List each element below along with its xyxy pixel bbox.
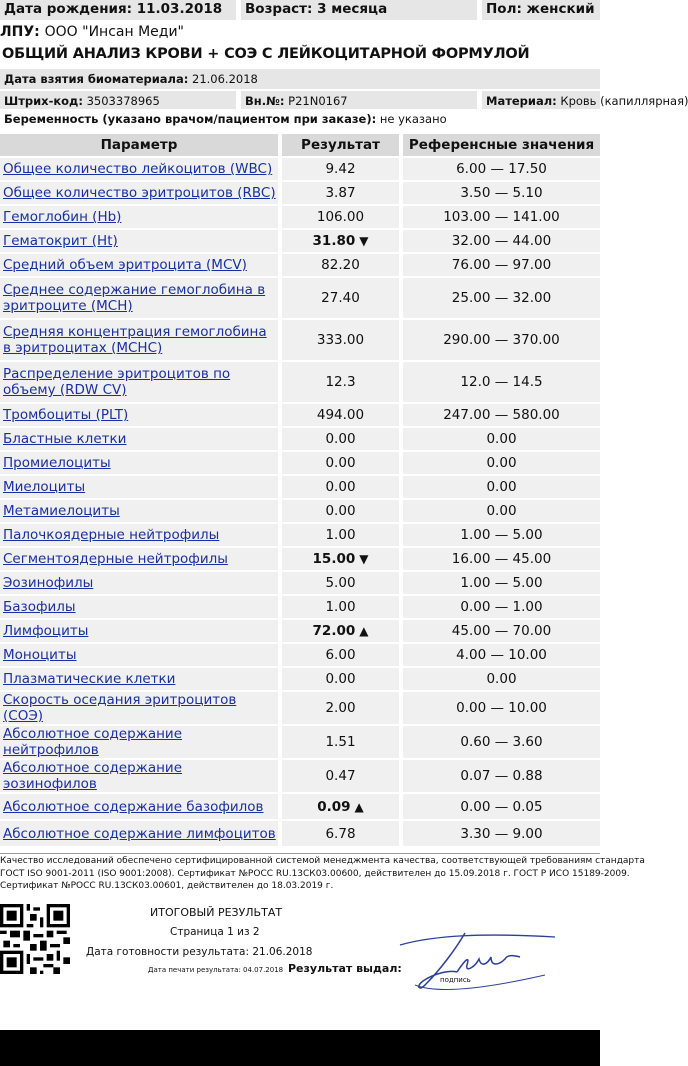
parameter-link[interactable]: Скорость оседания эритроцитов (СОЭ) (3, 692, 237, 724)
barcode-label: Штрих-код: (4, 94, 83, 108)
parameter-link[interactable]: Плазматические клетки (3, 671, 176, 687)
table-row (0, 182, 600, 204)
reference-cell: 0.00 (403, 452, 600, 474)
sample-date (0, 69, 600, 89)
parameter-cell (0, 821, 278, 846)
reference-cell: 32.00 — 44.00 (403, 230, 600, 252)
result-cell (282, 254, 399, 276)
parameter-cell (0, 644, 278, 666)
material-label: Материал: (486, 94, 557, 108)
cert-line: ГОСТ ISO 9001-2011 (ISO 9001:2008). Сертификат №РОСС RU.13СК03.00600, действителен до 15.09.2018 г. ГОСТ Р ИСО 15189-2009. (0, 868, 630, 879)
reference-cell: 6.00 — 17.50 (403, 158, 600, 180)
parameter-cell (0, 320, 278, 360)
result-cell (282, 794, 399, 819)
result-cell (282, 428, 399, 450)
material-value: Кровь (капиллярная) (560, 94, 688, 108)
parameter-cell (0, 620, 278, 642)
table-row (0, 548, 600, 570)
parameter-link[interactable]: Средний объем эритроцита (MCV) (3, 257, 247, 273)
result-value: 72.00 (312, 623, 356, 639)
parameter-cell (0, 362, 278, 402)
lpu-value: ООО "Инсан Меди" (44, 24, 184, 40)
arrow-down-icon: ▼ (359, 552, 369, 566)
result-value: 0.47 (325, 768, 356, 784)
reference-cell: 0.00 — 10.00 (403, 692, 600, 724)
reference-cell: 0.00 (403, 428, 600, 450)
result-value: 12.3 (325, 374, 356, 390)
result-value: 0.00 (325, 455, 356, 471)
reference-cell: 4.00 — 10.00 (403, 644, 600, 666)
result-cell (282, 182, 399, 204)
table-row (0, 278, 600, 318)
result-value: 3.87 (325, 185, 356, 201)
result-value: 0.09 (317, 798, 351, 815)
result-cell (282, 500, 399, 522)
barcode-field (0, 91, 236, 111)
bottom-bar (0, 1030, 600, 1066)
table-row (0, 620, 600, 642)
table-row (0, 760, 600, 792)
signature-caption: подпись (440, 976, 471, 984)
result-value: 6.00 (325, 647, 356, 663)
table-row (0, 404, 600, 426)
reference-cell: 16.00 — 45.00 (403, 548, 600, 570)
result-value: 6.78 (325, 825, 356, 842)
parameter-link[interactable]: Палочкоядерные нейтрофилы (3, 527, 220, 543)
table-row (0, 596, 600, 618)
parameter-link[interactable]: Сегментоядерные нейтрофилы (3, 551, 228, 567)
reference-cell: 103.00 — 141.00 (403, 206, 600, 228)
parameter-link[interactable]: Миелоциты (3, 479, 86, 495)
parameter-cell (0, 668, 278, 690)
reference-cell: 0.07 — 0.88 (403, 760, 600, 792)
reference-cell: 12.0 — 14.5 (403, 362, 600, 402)
signature-icon (395, 915, 565, 1000)
parameter-cell (0, 254, 278, 276)
table-row (0, 206, 600, 228)
parameter-cell (0, 182, 278, 204)
qr-code-icon (0, 904, 70, 974)
reference-cell: 3.50 — 5.10 (403, 182, 600, 204)
parameter-link[interactable]: Гематокрит (Ht) (3, 233, 118, 249)
parameter-cell (0, 278, 278, 318)
result-value: 0.00 (325, 503, 356, 519)
lpu-line (0, 24, 184, 40)
lpu-label: ЛПУ: (0, 24, 40, 40)
result-value: 0.00 (325, 431, 356, 447)
result-value: 9.42 (325, 161, 356, 177)
table-row (0, 500, 600, 522)
table-row (0, 362, 600, 402)
column-header-reference: Референсные значения (403, 134, 600, 156)
sex: Пол: женский (482, 0, 600, 20)
result-value: 27.40 (321, 290, 360, 306)
arrow-up-icon: ▲ (359, 624, 369, 638)
issued-by-label: Результат выдал: (288, 962, 402, 975)
parameter-cell (0, 230, 278, 252)
result-cell (282, 476, 399, 498)
parameter-cell (0, 158, 278, 180)
table-row (0, 476, 600, 498)
reference-cell: 1.00 — 5.00 (403, 572, 600, 594)
internal-number-value: P21N0167 (288, 94, 348, 108)
parameter-link[interactable]: Абсолютное содержание базофилов (3, 798, 264, 815)
material-field (482, 91, 688, 111)
parameter-link[interactable]: Моноциты (3, 647, 77, 663)
reference-cell: 0.00 (403, 668, 600, 690)
results-table (0, 132, 600, 848)
sample-date-label: Дата взятия биоматериала: (4, 72, 189, 86)
pregnancy-field (0, 109, 600, 129)
result-value: 1.00 (325, 527, 356, 543)
result-cell (282, 206, 399, 228)
result-cell (282, 524, 399, 546)
parameter-cell (0, 572, 278, 594)
parameter-link[interactable]: Абсолютное содержание нейтрофилов (3, 726, 183, 758)
result-value: 82.20 (321, 257, 360, 273)
parameter-link[interactable]: Абсолютное содержание лимфоцитов (3, 825, 276, 842)
parameter-cell (0, 404, 278, 426)
result-cell (282, 726, 399, 758)
cert-line: Сертификат №РОСС RU.13СК03.00601, действителен до 18.03.2019 г. (0, 881, 334, 891)
parameter-link[interactable]: Метамиелоциты (3, 503, 120, 519)
result-value: 5.00 (325, 575, 356, 591)
parameter-link[interactable]: Лимфоциты (3, 623, 89, 639)
parameter-cell (0, 206, 278, 228)
result-cell (282, 692, 399, 724)
reference-cell: 0.60 — 3.60 (403, 726, 600, 758)
reference-cell: 76.00 — 97.00 (403, 254, 600, 276)
parameter-cell (0, 726, 278, 758)
result-cell (282, 620, 399, 642)
table-row (0, 644, 600, 666)
result-value: 106.00 (316, 209, 365, 225)
result-cell (282, 158, 399, 180)
result-value: 2.00 (325, 700, 356, 716)
patient-info-bar (0, 0, 600, 20)
result-value: 333.00 (316, 332, 365, 348)
table-row (0, 452, 600, 474)
parameter-cell (0, 476, 278, 498)
table-row (0, 230, 600, 252)
result-cell (282, 548, 399, 570)
table-row (0, 821, 600, 846)
parameter-cell (0, 596, 278, 618)
column-header-result: Результат (282, 134, 399, 156)
reference-cell: 290.00 — 370.00 (403, 320, 600, 360)
table-row (0, 158, 600, 180)
parameter-cell (0, 794, 278, 819)
table-row (0, 692, 600, 724)
result-value: 1.51 (325, 734, 356, 750)
parameter-link[interactable]: Тромбоциты (PLT) (3, 407, 129, 423)
column-header-parameter: Параметр (0, 134, 278, 156)
table-row (0, 668, 600, 690)
result-cell (282, 404, 399, 426)
result-cell (282, 320, 399, 360)
result-value: 494.00 (316, 407, 365, 423)
result-cell (282, 668, 399, 690)
parameter-cell (0, 452, 278, 474)
table-row (0, 794, 600, 819)
parameter-cell (0, 500, 278, 522)
table-row (0, 320, 600, 360)
internal-number-label: Вн.№: (245, 94, 285, 108)
result-value: 0.00 (325, 671, 356, 687)
table-row (0, 524, 600, 546)
parameter-cell (0, 524, 278, 546)
parameter-link[interactable]: Распределение эритроцитов по объему (RDW CV) (3, 366, 231, 398)
reference-cell: 0.00 — 0.05 (403, 794, 600, 819)
reference-cell: 3.30 — 9.00 (403, 821, 600, 846)
result-cell (282, 821, 399, 846)
reference-cell: 0.00 (403, 476, 600, 498)
result-cell (282, 596, 399, 618)
parameter-link[interactable]: Гемоглобин (Hb) (3, 209, 122, 225)
result-cell (282, 760, 399, 792)
cert-line: Качество исследований обеспечено сертифицированной системой менеджмента качества, соответствующей требованиям стандарта (0, 856, 645, 866)
final-result-label: ИТОГОВЫЙ РЕЗУЛЬТАТ (150, 906, 283, 919)
pregnancy-value: не указано (379, 112, 447, 126)
pregnancy-label: Беременность (указано врачом/пациентом при заказе): (4, 112, 377, 126)
result-cell (282, 572, 399, 594)
result-cell (282, 452, 399, 474)
result-cell (282, 644, 399, 666)
certification-note (0, 853, 645, 893)
age: Возраст: 3 месяца (241, 0, 477, 20)
parameter-link[interactable]: Промиелоциты (3, 455, 111, 471)
reference-cell: 45.00 — 70.00 (403, 620, 600, 642)
page-number: Страница 1 из 2 (170, 926, 260, 938)
table-row (0, 572, 600, 594)
result-value: 15.00 (312, 551, 356, 567)
print-date: Дата печати результата: 04.07.2018 (148, 966, 284, 974)
parameter-cell (0, 760, 278, 792)
parameter-link[interactable]: Базофилы (3, 599, 76, 615)
result-value: 1.00 (325, 599, 356, 615)
ready-date: Дата готовности результата: 21.06.2018 (86, 946, 313, 958)
barcode-value: 3503378965 (86, 94, 160, 108)
parameter-link[interactable]: Эозинофилы (3, 575, 94, 591)
parameter-link[interactable]: Бластные клетки (3, 431, 127, 447)
reference-cell: 1.00 — 5.00 (403, 524, 600, 546)
internal-number-field (241, 91, 477, 111)
result-cell (282, 362, 399, 402)
parameter-link[interactable]: Средняя концентрация гемоглобина в эритроцитах (MCHC) (3, 324, 267, 356)
parameter-cell (0, 692, 278, 724)
table-row (0, 428, 600, 450)
reference-cell: 25.00 — 32.00 (403, 278, 600, 318)
parameter-cell (0, 548, 278, 570)
parameter-link[interactable]: Среднее содержание гемоглобина в эритроците (MCH) (3, 282, 266, 314)
table-row (0, 726, 600, 758)
reference-cell: 0.00 (403, 500, 600, 522)
arrow-up-icon: ▲ (354, 799, 364, 814)
birth-date: Дата рождения: 11.03.2018 (0, 0, 236, 20)
page-title: ОБЩИЙ АНАЛИЗ КРОВИ + СОЭ С ЛЕЙКОЦИТАРНОЙ ФОРМУЛОЙ (2, 46, 530, 62)
parameter-link[interactable]: Общее количество эритроцитов (RBC) (3, 185, 276, 201)
reference-cell: 247.00 — 580.00 (403, 404, 600, 426)
result-value: 31.80 (312, 233, 356, 249)
result-value: 0.00 (325, 479, 356, 495)
arrow-down-icon: ▼ (359, 234, 369, 248)
reference-cell: 0.00 — 1.00 (403, 596, 600, 618)
table-row (0, 254, 600, 276)
sample-date-value: 21.06.2018 (192, 72, 258, 86)
parameter-link[interactable]: Абсолютное содержание эозинофилов (3, 760, 183, 792)
parameter-link[interactable]: Общее количество лейкоцитов (WBC) (3, 161, 273, 177)
table-header (0, 134, 600, 156)
parameter-cell (0, 428, 278, 450)
result-cell (282, 230, 399, 252)
result-cell (282, 278, 399, 318)
